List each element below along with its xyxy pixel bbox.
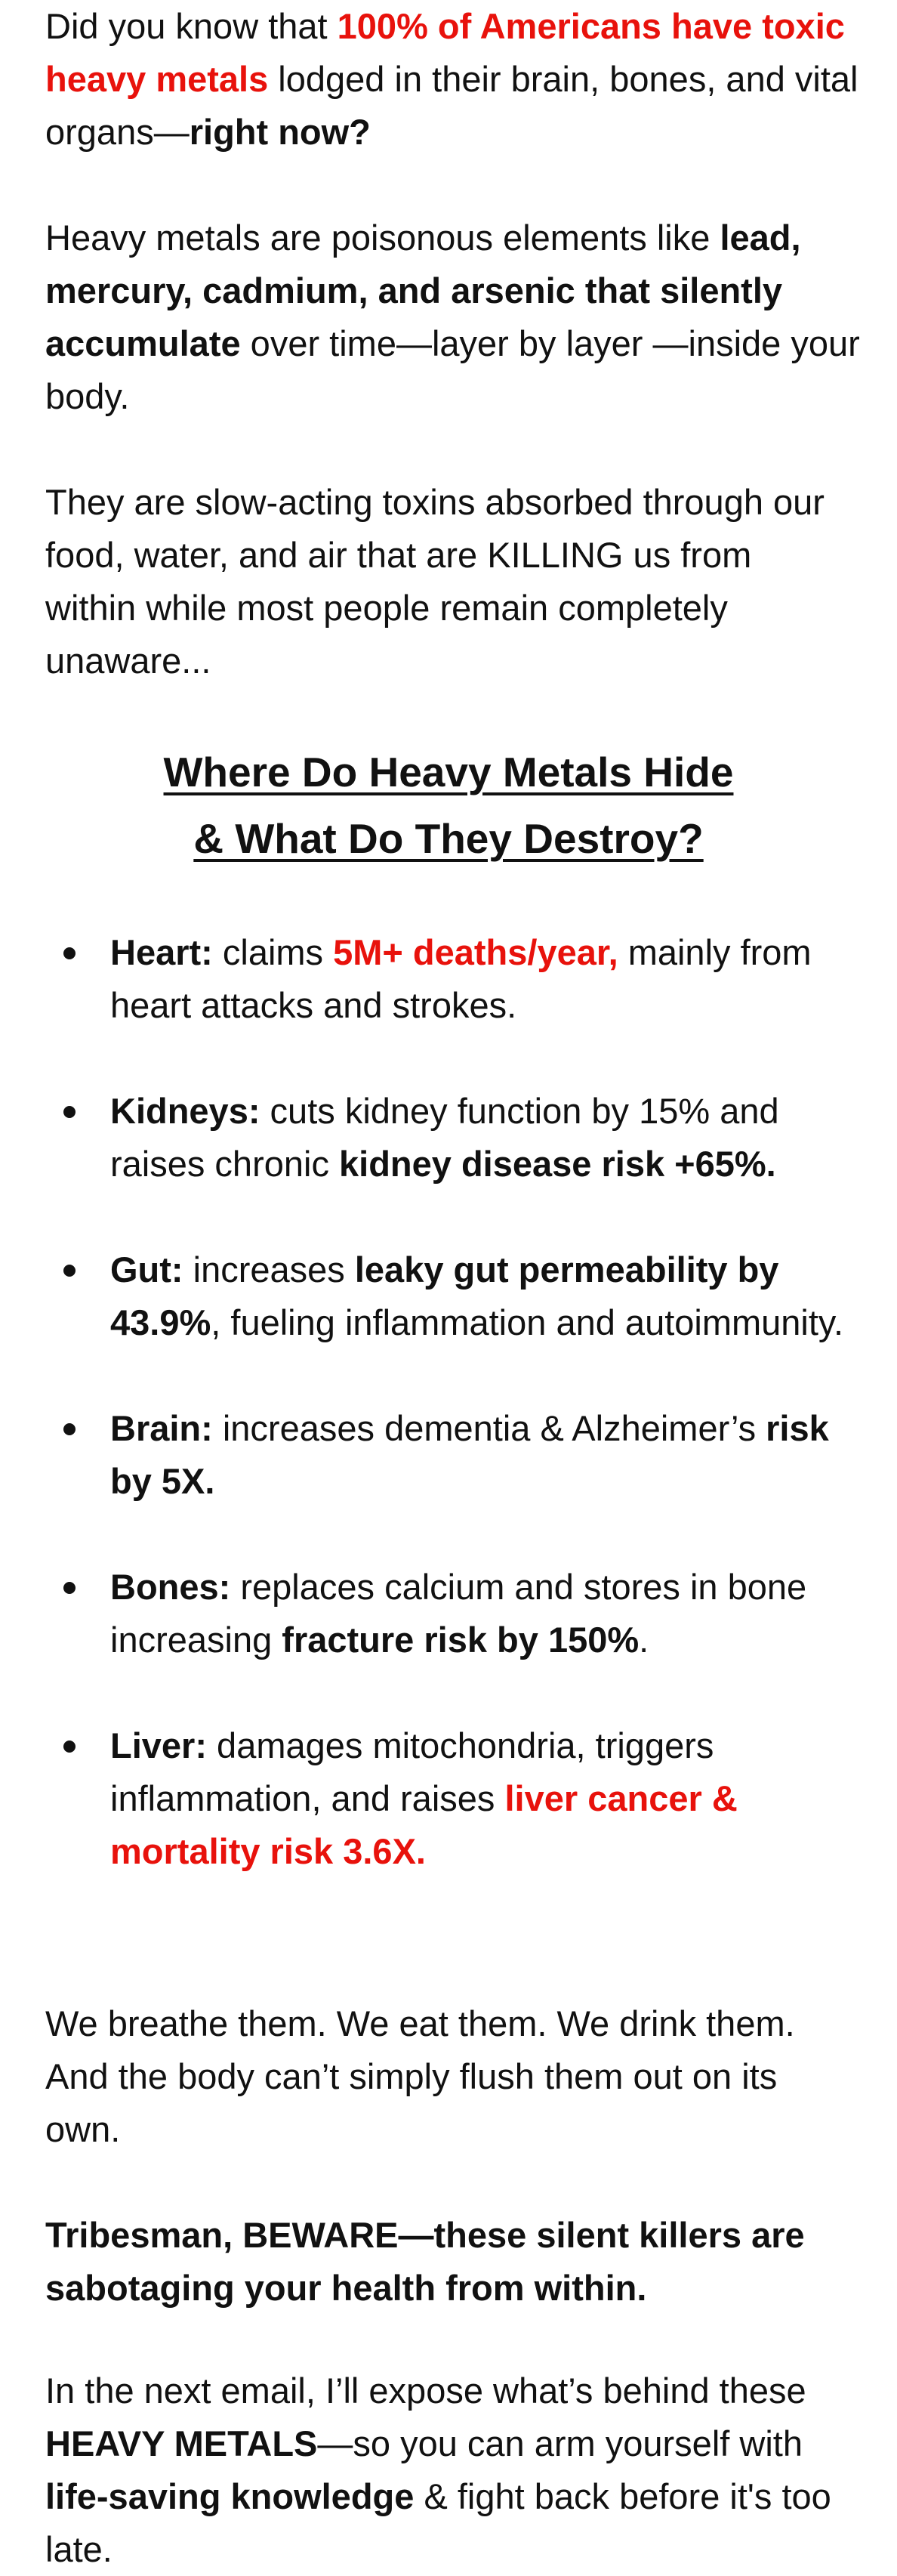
item-text-2: , fueling inflammation and autoimmunity.	[211, 1302, 843, 1342]
next-email-paragraph	[45, 2364, 853, 2576]
item-emphasis: risk by 5X.	[110, 1408, 829, 1501]
item-highlight: 5M+ deaths/year,	[333, 932, 618, 972]
item-label: Liver:	[110, 1725, 207, 1765]
intro-text-2: lodged in their brain, bones, and vital organs—	[45, 59, 858, 152]
intro-paragraph	[45, 0, 868, 159]
para6-emphasis-2: life-saving knowledge	[45, 2476, 415, 2516]
item-text-1: increases	[183, 1249, 355, 1290]
list-item-kidneys	[45, 1085, 868, 1191]
para2-emphasis: lead, mercury, cadmium, and arsenic that silently accumulate	[45, 218, 801, 363]
item-emphasis: kidney disease risk +65%.	[339, 1144, 776, 1184]
para6-text-2: —so you can arm yourself with	[317, 2423, 803, 2463]
para2-text-2: over time—layer by layer —inside your body.	[45, 323, 860, 416]
section-heading	[45, 739, 852, 872]
bullet-icon	[63, 947, 76, 959]
item-label: Gut:	[110, 1249, 183, 1290]
item-highlight: liver cancer & mortality risk 3.6X.	[110, 1778, 738, 1871]
item-text-2: mainly from heart attacks and strokes.	[110, 932, 812, 1025]
para6-emphasis-1: HEAVY METALS	[45, 2423, 318, 2463]
item-text-1: cuts kidney function by 15% and raises chronic	[110, 1091, 779, 1184]
para6-text-3: & fight back before it's too late.	[45, 2476, 831, 2569]
bullet-icon	[63, 1265, 76, 1277]
item-text-1: replaces calcium and stores in bone increasing	[110, 1567, 807, 1660]
heavy-metals-paragraph	[45, 212, 868, 423]
item-text-1: damages mitochondria, triggers inflammation, and raises	[110, 1725, 714, 1818]
list-item-heart	[45, 926, 868, 1032]
list-item-liver	[45, 1719, 868, 1878]
heading-line-1: Where Do Heavy Metals Hide	[163, 749, 734, 795]
item-emphasis: fracture risk by 150%	[282, 1620, 640, 1660]
warning-paragraph: Tribesman, BEWARE—these silent killers are sabotaging your health from within.	[45, 2215, 805, 2308]
intro-text-1: Did you know that	[45, 6, 338, 46]
para2-text-1: Heavy metals are poisonous elements like	[45, 218, 720, 258]
item-text-2: .	[639, 1620, 649, 1660]
bullet-icon	[63, 1106, 76, 1118]
list-item-gut	[45, 1243, 868, 1349]
item-label: Brain:	[110, 1408, 213, 1448]
intro-emphasis: right now?	[189, 112, 371, 152]
bullet-icon	[63, 1423, 76, 1435]
item-emphasis: leaky gut permeability by 43.9%	[110, 1249, 779, 1342]
item-label: Heart:	[110, 932, 213, 972]
toxins-paragraph: They are slow-acting toxins absorbed through our food, water, and air that are KILLING us from within while most people remain completely unaware...	[45, 482, 825, 681]
list-item-bones	[45, 1561, 868, 1666]
item-label: Kidneys:	[110, 1091, 260, 1131]
organ-list	[45, 926, 868, 1878]
heading-line-2: & What Do They Destroy?	[193, 815, 704, 862]
bullet-icon	[63, 1582, 76, 1594]
breathe-paragraph: We breathe them. We eat them. We drink them. And the body can’t simply flush them out on its own.	[45, 2003, 795, 2149]
item-text-1: increases dementia & Alzheimer’s	[212, 1408, 766, 1448]
bullet-icon	[63, 1740, 76, 1753]
intro-highlight: 100% of Americans have toxic heavy metals	[45, 6, 845, 99]
para6-text-1: In the next email, I’ll expose what’s behind these	[45, 2371, 806, 2411]
list-item-brain	[45, 1402, 868, 1508]
item-text-1: claims	[212, 932, 334, 972]
item-label: Bones:	[110, 1567, 231, 1607]
